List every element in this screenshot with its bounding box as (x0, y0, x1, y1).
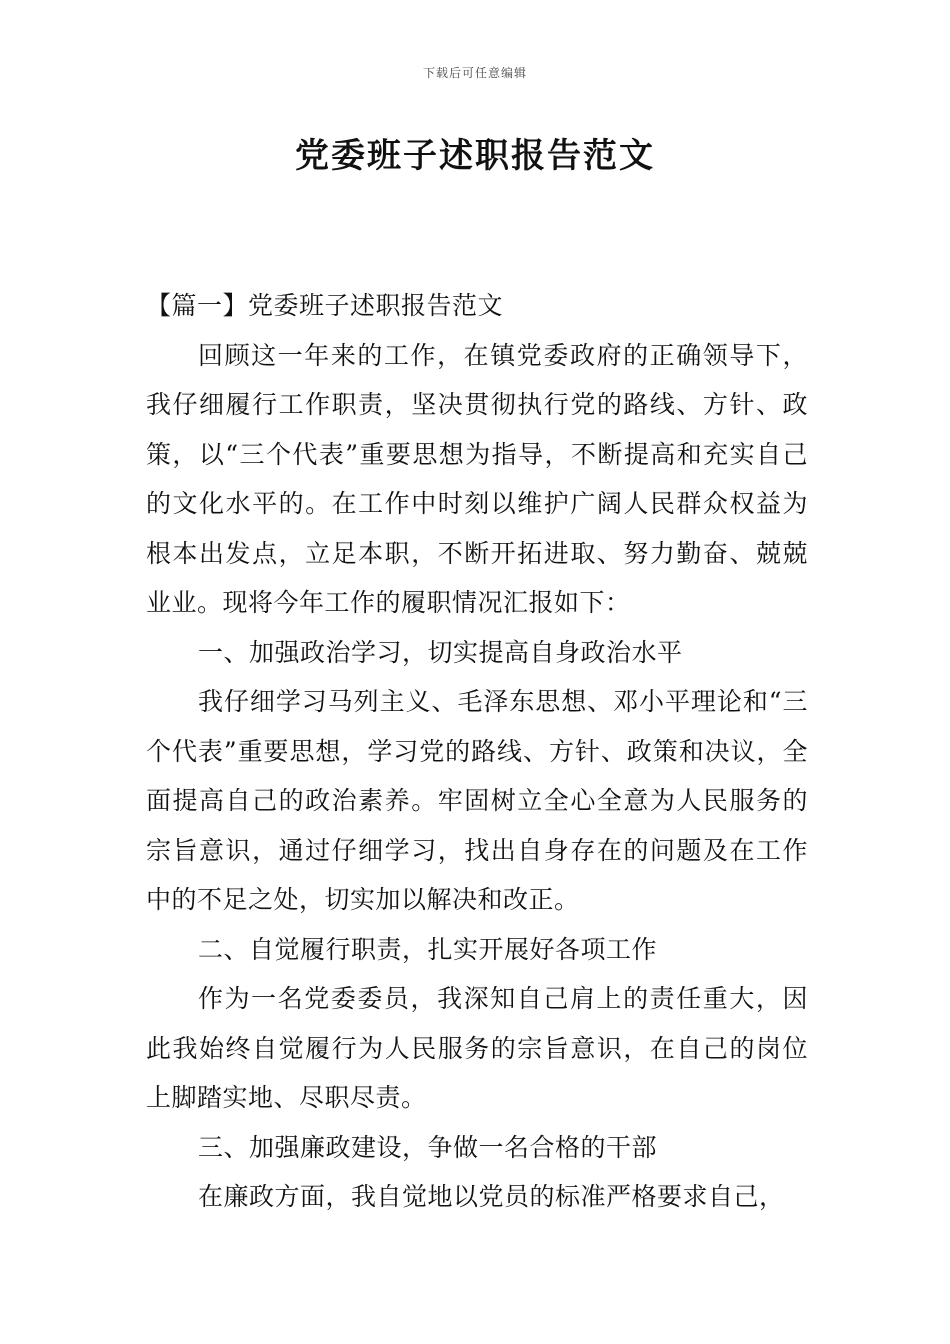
section-heading-two: 二、自觉履行职责，扎实开展好各项工作 (198, 934, 658, 964)
paragraph-duties: 作为一名党委委员，我深知自己肩上的责任重大，因此我始终自觉履行为人民服务的宗旨意识，在自己的岗位上脚踏实地、尽职尽责。 (146, 984, 808, 1112)
document-body (146, 281, 808, 1222)
paragraph-political-study: 我仔细学习马列主义、毛泽东思想、邓小平理论和“三个代表”重要思想，学习党的路线、方针、政策和决议，全面提高自己的政治素养。牢固树立全心全意为人民服务的宗旨意识，通过仔细学习，找出自身存在的问题及在工作中的不足之处，切实加以解决和改正。 (146, 687, 808, 914)
section-heading-one: 一、加强政治学习，切实提高自身政治水平 (198, 637, 683, 667)
paragraph-integrity: 在廉政方面，我自觉地以党员的标准严格要求自己， (198, 1182, 785, 1211)
header-note: 下载后可任意编辑 (422, 66, 527, 80)
section-heading-part-one: 【篇一】党委班子述职报告范文 (146, 291, 504, 320)
document-title: 党委班子述职报告范文 (295, 136, 655, 176)
paragraph-intro: 回顾这一年来的工作，在镇党委政府的正确领导下，我仔细履行工作职责，坚决贯彻执行党的路线、方针、政策，以“三个代表”重要思想为指导，不断提高和充实自己的文化水平的。在工作中时刻以维护广阔人民群众权益为根本出发点，立足本职，不断开拓进取、努力勤奋、兢兢业业。现将今年工作的履职情况汇报如下： (146, 340, 808, 617)
section-heading-three: 三、加强廉政建设，争做一名合格的干部 (198, 1132, 658, 1162)
